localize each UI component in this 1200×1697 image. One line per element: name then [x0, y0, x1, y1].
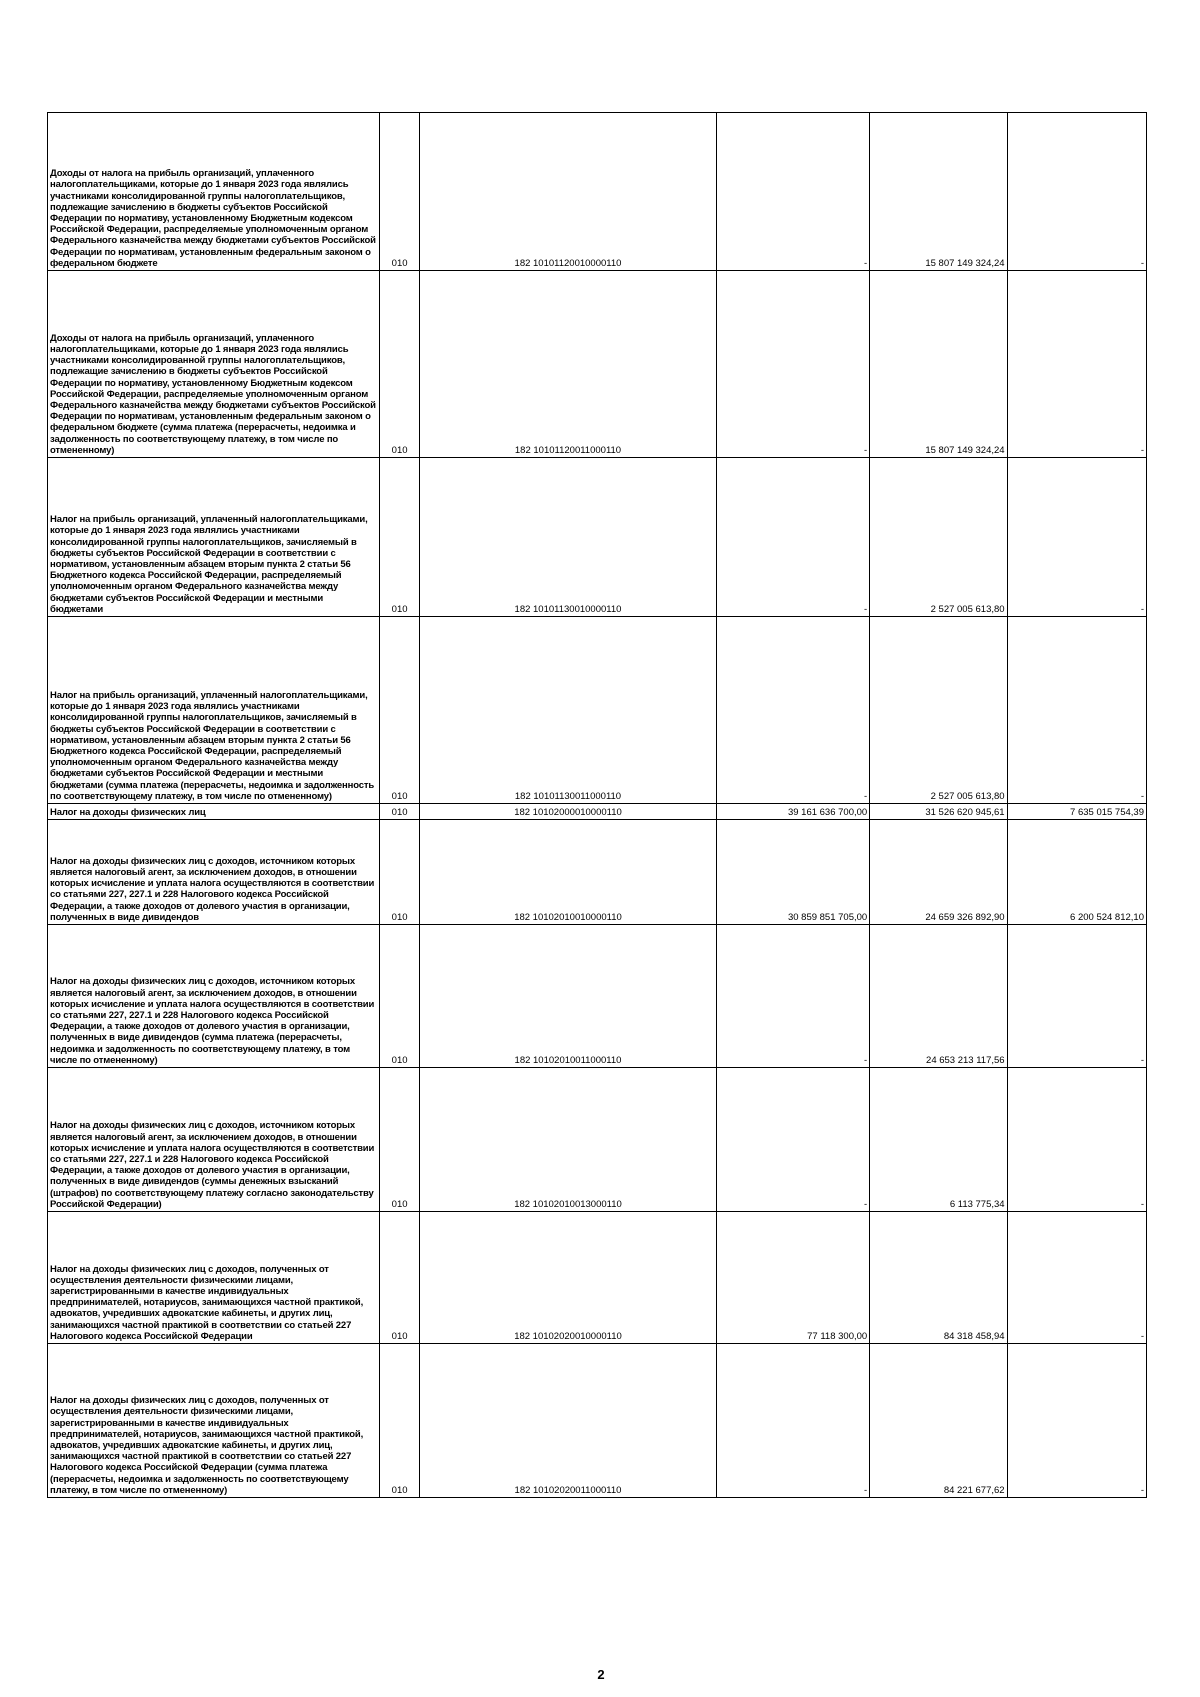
unexecuted-amount-cell: -	[1007, 925, 1146, 1068]
approved-amount-cell: -	[716, 1068, 870, 1212]
unexecuted-amount-cell: -	[1007, 1212, 1146, 1344]
approved-amount-cell: 30 859 851 705,00	[716, 820, 870, 925]
approved-amount-cell: -	[716, 617, 870, 804]
executed-amount-cell: 84 221 677,62	[870, 1344, 1007, 1498]
page-number: 2	[597, 1667, 605, 1682]
income-name-cell: Налог на доходы физических лиц	[48, 804, 380, 820]
line-code-cell: 010	[379, 804, 420, 820]
line-code-cell: 010	[379, 1212, 420, 1344]
line-code-cell: 010	[379, 113, 420, 271]
income-name-cell: Налог на доходы физических лиц с доходов, источником которых является налоговый агент, за исключением доходов, в отношении которых исчисление и уплата налога осуществляются в соответствии со статьями 227, 227.1 и 228 Налогового кодекса Российской Федерации, а также доходов от долевого участия в организации, полученных в виде дивидендов (суммы денежных взысканий (штрафов) по соответствующему платежу согласно законодательству Российской Федерации)	[48, 1068, 380, 1212]
income-name-cell: Налог на прибыль организаций, уплаченный налогоплательщиками, которые до 1 января 2023 года являлись участниками консолидированной группы налогоплательщиков, зачисляемый в бюджеты субъектов Российской Федерации в соответствии с нормативом, установленным абзацем вторым пункта 2 статьи 56 Бюджетного кодекса Российской Федерации, распределяемый уполномоченным органом Федерального казначейства между бюджетами субъектов Российской Федерации и местными бюджетами	[48, 458, 380, 617]
table-row	[48, 925, 1147, 1068]
unexecuted-amount-cell: -	[1007, 458, 1146, 617]
approved-amount-cell: 77 118 300,00	[716, 1212, 870, 1344]
table-row	[48, 804, 1147, 820]
income-name-cell: Налог на доходы физических лиц с доходов, полученных от осуществления деятельности физическими лицами, зарегистрированными в качестве индивидуальных предпринимателей, нотариусов, занимающихся частной практикой, адвокатов, учредивших адвокатские кабинеты, и других лиц, занимающихся частной практикой в соответствии со статьей 227 Налогового кодекса Российской Федерации	[48, 1212, 380, 1344]
executed-amount-cell: 24 659 326 892,90	[870, 820, 1007, 925]
approved-amount-cell: -	[716, 458, 870, 617]
executed-amount-cell: 15 807 149 324,24	[870, 271, 1007, 458]
line-code-cell: 010	[379, 617, 420, 804]
income-code-cell: 182 10102010010000110	[420, 820, 716, 925]
line-code-cell: 010	[379, 925, 420, 1068]
executed-amount-cell: 15 807 149 324,24	[870, 113, 1007, 271]
income-code-cell: 182 10102010013000110	[420, 1068, 716, 1212]
income-code-cell: 182 10101130011000110	[420, 617, 716, 804]
income-name-cell: Налог на доходы физических лиц с доходов, полученных от осуществления деятельности физическими лицами, зарегистрированными в качестве индивидуальных предпринимателей, нотариусов, занимающихся частной практикой, адвокатов, учредивших адвокатские кабинеты, и других лиц, занимающихся частной практикой в соответствии со статьей 227 Налогового кодекса Российской Федерации (сумма платежа (перерасчеты, недоимка и задолженность по соответствующему платежу, в том числе по отмененному)	[48, 1344, 380, 1498]
revenue-table	[47, 112, 1147, 1498]
executed-amount-cell: 84 318 458,94	[870, 1212, 1007, 1344]
table-row	[48, 820, 1147, 925]
income-code-cell: 182 10102000010000110	[420, 804, 716, 820]
income-code-cell: 182 10101130010000110	[420, 458, 716, 617]
income-code-cell: 182 10102020011000110	[420, 1344, 716, 1498]
executed-amount-cell: 24 653 213 117,56	[870, 925, 1007, 1068]
table-row	[48, 1344, 1147, 1498]
executed-amount-cell: 6 113 775,34	[870, 1068, 1007, 1212]
executed-amount-cell: 2 527 005 613,80	[870, 617, 1007, 804]
unexecuted-amount-cell: -	[1007, 113, 1146, 271]
approved-amount-cell: -	[716, 1344, 870, 1498]
approved-amount-cell: 39 161 636 700,00	[716, 804, 870, 820]
executed-amount-cell: 2 527 005 613,80	[870, 458, 1007, 617]
unexecuted-amount-cell: -	[1007, 617, 1146, 804]
income-code-cell: 182 10101120010000110	[420, 113, 716, 271]
unexecuted-amount-cell: -	[1007, 271, 1146, 458]
line-code-cell: 010	[379, 271, 420, 458]
income-name-cell: Налог на доходы физических лиц с доходов, источником которых является налоговый агент, за исключением доходов, в отношении которых исчисление и уплата налога осуществляются в соответствии со статьями 227, 227.1 и 228 Налогового кодекса Российской Федерации, а также доходов от долевого участия в организации, полученных в виде дивидендов (сумма платежа (перерасчеты, недоимка и задолженность по соответствующему платежу, в том числе по отмененному)	[48, 925, 380, 1068]
unexecuted-amount-cell: 7 635 015 754,39	[1007, 804, 1146, 820]
income-code-cell: 182 10102010011000110	[420, 925, 716, 1068]
approved-amount-cell: -	[716, 113, 870, 271]
line-code-cell: 010	[379, 1068, 420, 1212]
line-code-cell: 010	[379, 1344, 420, 1498]
table-row	[48, 458, 1147, 617]
unexecuted-amount-cell: -	[1007, 1344, 1146, 1498]
unexecuted-amount-cell: 6 200 524 812,10	[1007, 820, 1146, 925]
income-code-cell: 182 10101120011000110	[420, 271, 716, 458]
table-row	[48, 271, 1147, 458]
income-name-cell: Доходы от налога на прибыль организаций, уплаченного налогоплательщиками, которые до 1 января 2023 года являлись участниками консолидированной группы налогоплательщиков, подлежащие зачислению в бюджеты субъектов Российской Федерации по нормативу, установленному Бюджетным кодексом Российской Федерации, распределяемые уполномоченным органом Федерального казначейства между бюджетами субъектов Российской Федерации по нормативам, установленным федеральным законом о федеральном бюджете	[48, 113, 380, 271]
line-code-cell: 010	[379, 458, 420, 617]
approved-amount-cell: -	[716, 925, 870, 1068]
unexecuted-amount-cell: -	[1007, 1068, 1146, 1212]
table-row	[48, 1068, 1147, 1212]
table-row	[48, 113, 1147, 271]
approved-amount-cell: -	[716, 271, 870, 458]
income-code-cell: 182 10102020010000110	[420, 1212, 716, 1344]
income-name-cell: Доходы от налога на прибыль организаций, уплаченного налогоплательщиками, которые до 1 января 2023 года являлись участниками консолидированной группы налогоплательщиков, подлежащие зачислению в бюджеты субъектов Российской Федерации по нормативу, установленному Бюджетным кодексом Российской Федерации, распределяемые уполномоченным органом Федерального казначейства между бюджетами субъектов Российской Федерации по нормативам, установленным федеральным законом о федеральном бюджете (сумма платежа (перерасчеты, недоимка и задолженность по соответствующему платежу, в том числе по отмененному)	[48, 271, 380, 458]
executed-amount-cell: 31 526 620 945,61	[870, 804, 1007, 820]
table-row	[48, 1212, 1147, 1344]
line-code-cell: 010	[379, 820, 420, 925]
income-name-cell: Налог на доходы физических лиц с доходов, источником которых является налоговый агент, за исключением доходов, в отношении которых исчисление и уплата налога осуществляются в соответствии со статьями 227, 227.1 и 228 Налогового кодекса Российской Федерации, а также доходов от долевого участия в организации, полученных в виде дивидендов	[48, 820, 380, 925]
table-row	[48, 617, 1147, 804]
income-name-cell: Налог на прибыль организаций, уплаченный налогоплательщиками, которые до 1 января 2023 года являлись участниками консолидированной группы налогоплательщиков, зачисляемый в бюджеты субъектов Российской Федерации в соответствии с нормативом, установленным абзацем вторым пункта 2 статьи 56 Бюджетного кодекса Российской Федерации, распределяемый уполномоченным органом Федерального казначейства между бюджетами субъектов Российской Федерации и местными бюджетами (сумма платежа (перерасчеты, недоимка и задолженность по соответствующему платежу, в том числе по отмененному)	[48, 617, 380, 804]
